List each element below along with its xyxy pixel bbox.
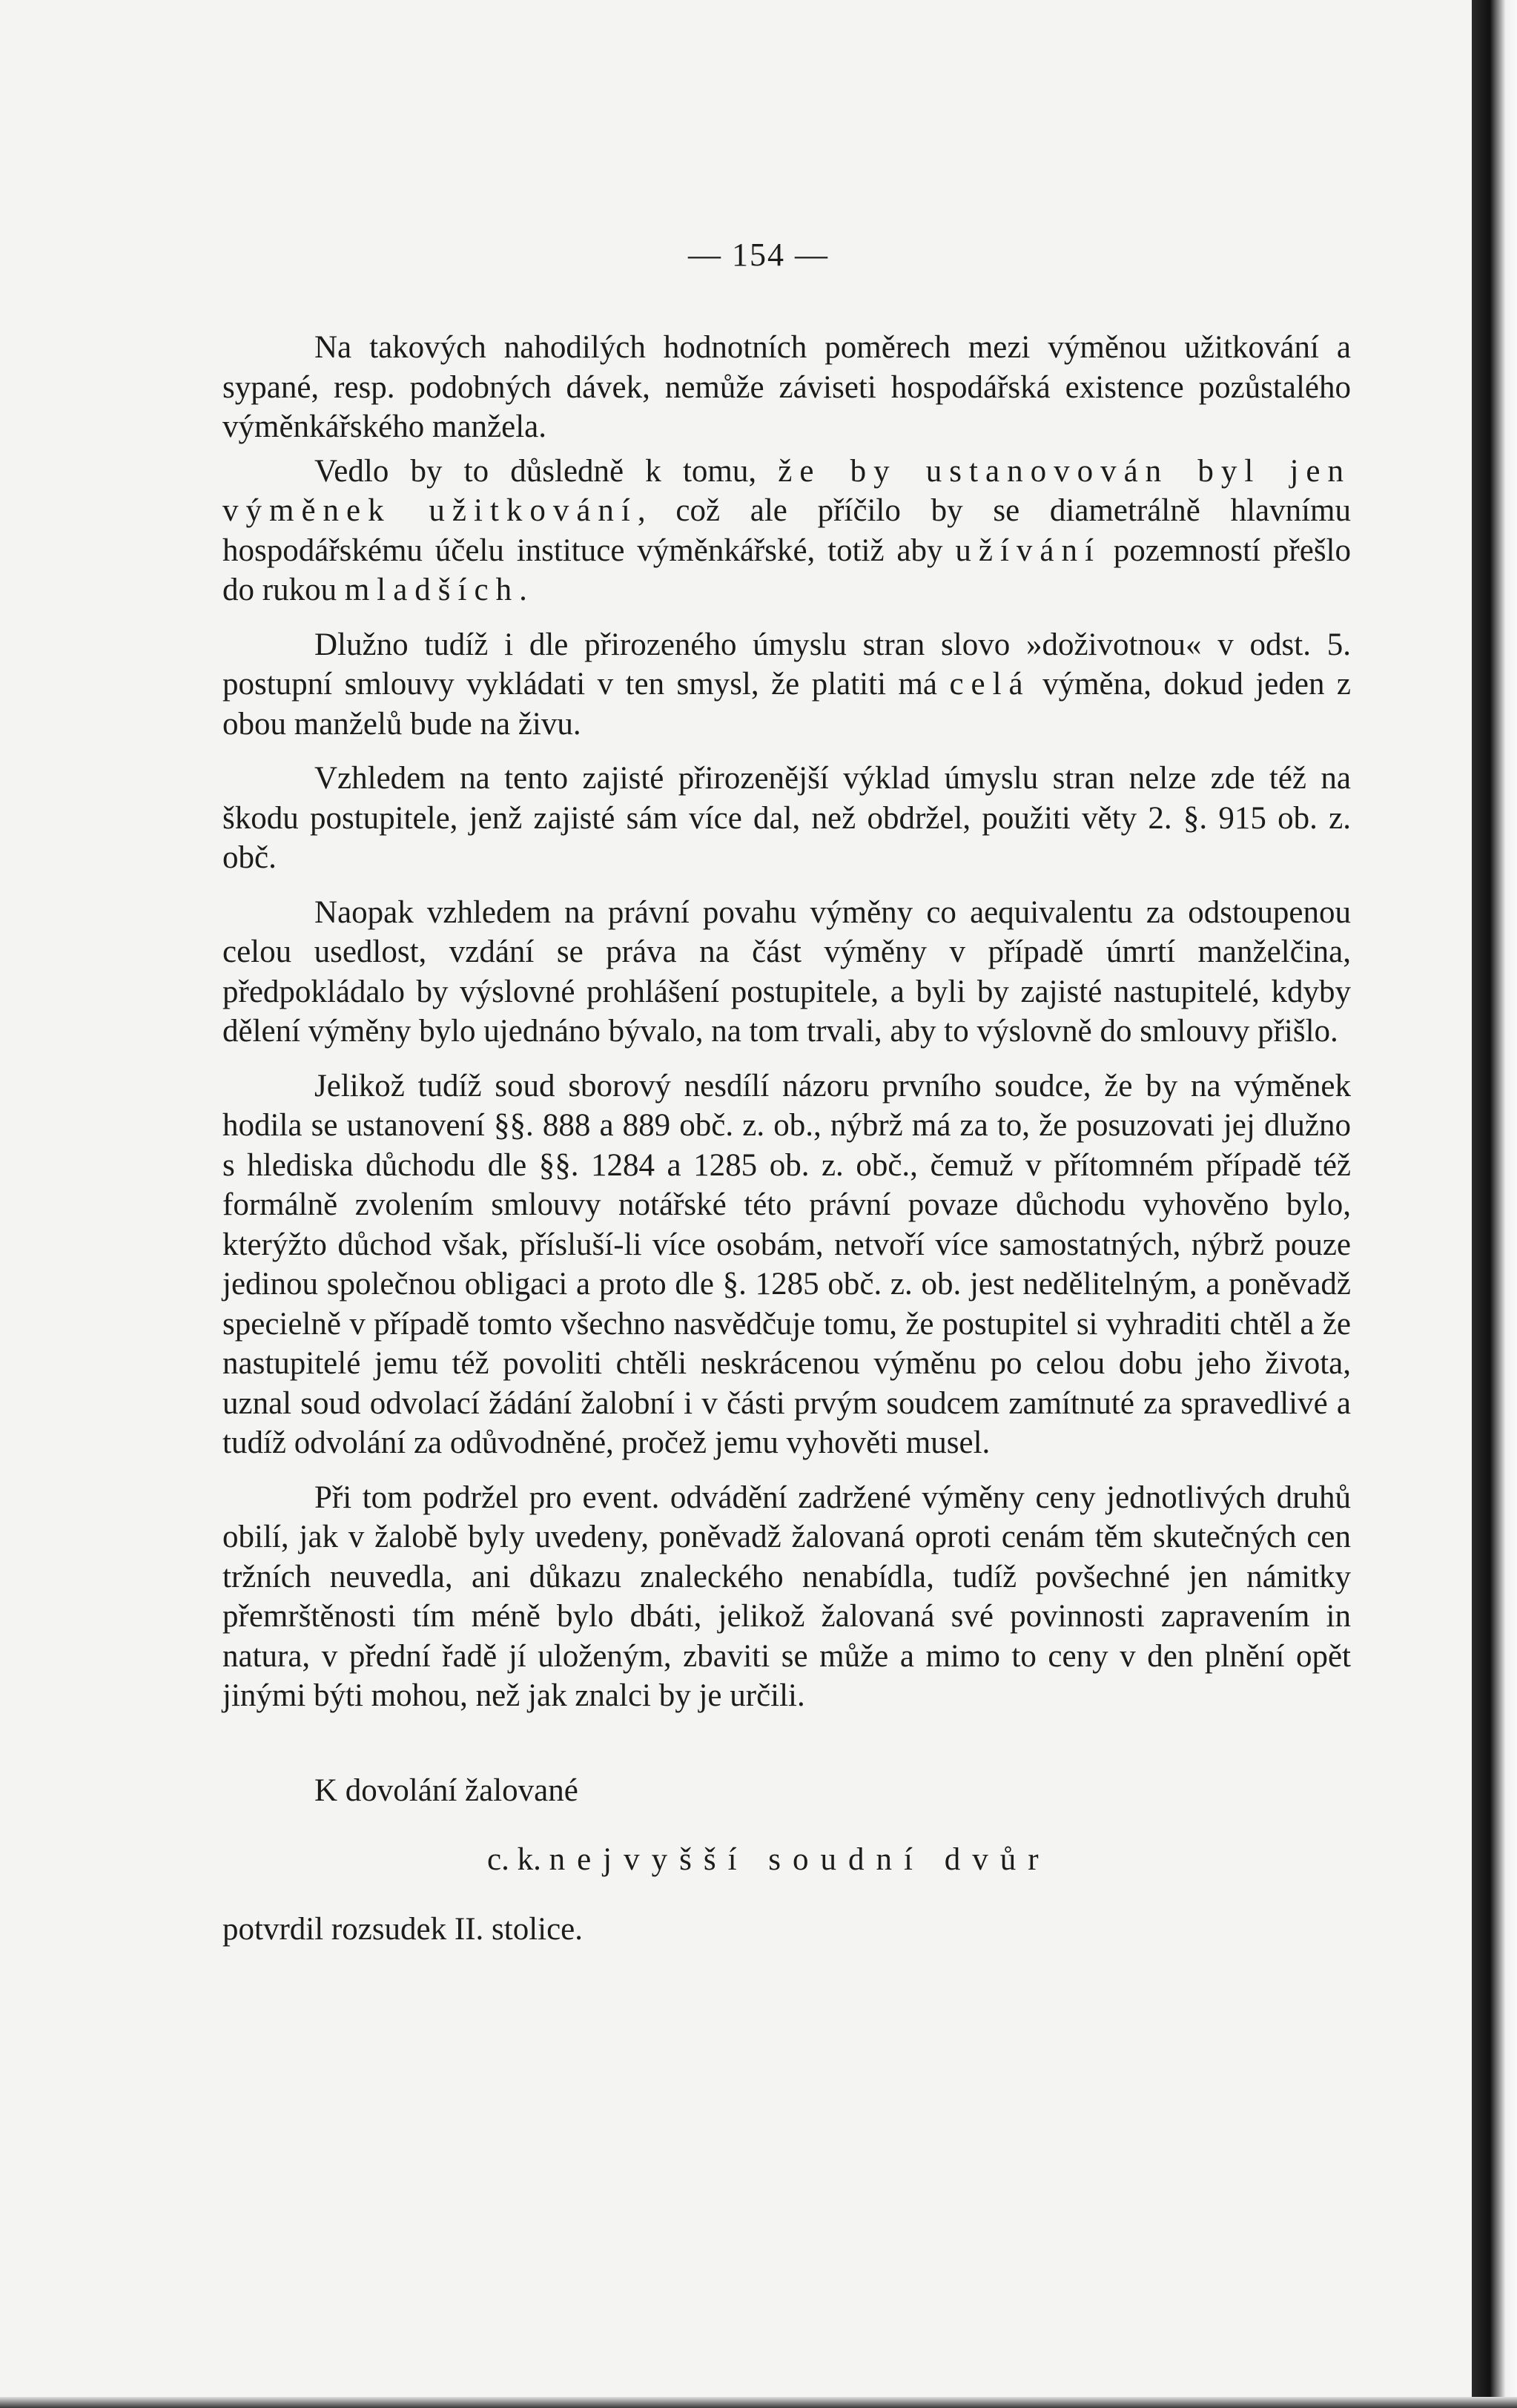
body-text: [222, 328, 1351, 1949]
scan-edge-right: [1472, 0, 1517, 2408]
paragraph: [222, 893, 1351, 1052]
paragraph: [222, 625, 1351, 745]
paragraph: [222, 759, 1351, 878]
emphasized-text: mladších: [344, 573, 520, 607]
page-number: — 154 —: [688, 237, 829, 273]
paragraphs: [222, 328, 1351, 1716]
text-run: , což ale příčilo by se diametrálně hlavnímu hospodářskému účelu instituce výměnkářské, totiž aby: [222, 493, 1351, 568]
court-name-line: [222, 1840, 1351, 1880]
text-run: Vedlo by to důsledně k tomu,: [314, 453, 779, 489]
verdict: potvrdil rozsudek II. stolice.: [222, 1911, 584, 1947]
emphasized-text: užívání: [955, 532, 1101, 568]
court-address: K dovolání žalované: [314, 1772, 578, 1808]
text-run: výměna, dokud jeden z obou manželů bude na živu.: [222, 667, 1351, 742]
paragraph: [222, 452, 1351, 610]
emphasized-text: celá: [949, 667, 1031, 702]
emphasized-text: že by ustanovován byl jen výměnek užitkování: [222, 453, 1351, 528]
paragraph: [222, 328, 1351, 447]
paragraph: [222, 1478, 1351, 1716]
scan-edge-bottom: [0, 2397, 1517, 2408]
text-run: Dlužno tudíž i dle přirozeného úmyslu stran slovo »doživotnou« v odst. 5. postupní smlouvy vykládati v ten smysl, že platiti má: [222, 627, 1351, 702]
text-run: Jelikož tudíž soud sborový nesdílí názoru prvního soudce, že by na výměnek hodila se ustanovení §§. 888 a 889 obč. z. ob., nýbrž má za to, že posuzovati jej dlužno s hlediska důchodu dle §§. 1284 a 1285 ob. z. obč., čemuž v přítomném případě též formálně zvolením smlouvy notářské této právní povaze důchodu vyhověno bylo, kterýžto důchod však, přísluší-li více osobám, netvoří více samostatných, nýbrž pouze jedinou společnou obligaci a proto dle §. 1285 obč. z. ob. jest nedělitelným, a poněvadž specielně v případě tomto všechno nasvědčuje tomu, že postupitel si vyhraditi chtěl a že nastupitelé jemu též povoliti chtěli neskrácenou výměnu po celou dobu jeho života, uznal soud odvolací žádání žalobní i v části prvým soudcem zamítnuté za spravedlivé a tudíž odvolání za odůvodněné, pročež jemu vyhověti musel.: [222, 1068, 1351, 1460]
text-run: Při tom podržel pro event. odvádění zadržené výměny ceny jednotlivých druhů obilí, jak v žalobě byly uvedeny, poněvadž žalovaná oproti cenám těm skutečných cen tržních neuvedla, ani důkazu znaleckého nenabídla, tudíž povšechné jen námitky přemrštěnosti tím méně bylo dbáti, jelikož žalovaná své povinnosti zapravením in natura, v přední řadě jí uloženým, zbaviti se může a mimo to ceny v den plnění opět jinými býti mohou, než jak znalci by je určili.: [222, 1480, 1351, 1713]
paragraph: [222, 1066, 1351, 1463]
text-run: Vzhledem na tento zajisté přirozenější výklad úmyslu stran nelze zde též na škodu postupitele, jenž zajisté sám více dal, než obdržel, použiti věty 2. §. 915 ob. z. obč.: [222, 761, 1351, 875]
text-run: .: [519, 573, 527, 607]
court-prefix: c. k.: [487, 1842, 541, 1877]
court-name: nejvyšší soudní dvůr: [549, 1842, 1051, 1877]
text-run: Naopak vzhledem na právní povahu výměny co aequivalentu za odstoupenou celou usedlost, vzdání se práva na část výměny v případě úmrtí manželčina, předpokládalo by výslovné prohlášení postupitele, a byli by zajisté nastupitelé, kdyby dělení výměny bylo ujednáno bývalo, na tom trvali, aby to výslovně do smlouvy přišlo.: [222, 894, 1351, 1049]
text-run: Na takových nahodilých hodnotních poměrech mezi výměnou užitkování a sypané, resp. podobných dávek, nemůže záviseti hospodářská existence pozůstalého výměnkářského manžela.: [222, 330, 1351, 444]
text-run: pozemností přešlo do rukou: [222, 532, 1351, 607]
